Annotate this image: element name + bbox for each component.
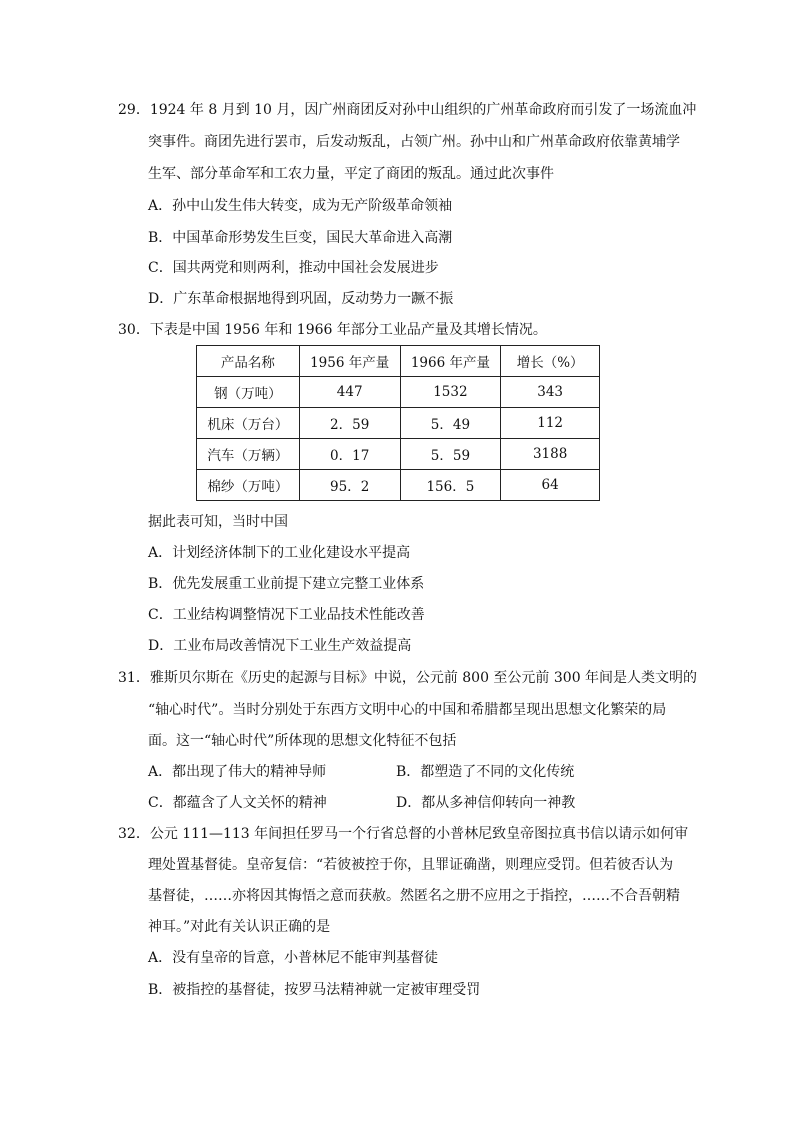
q31-option-b: B．都塑造了不同的文化传统	[396, 764, 575, 780]
q30-stem-after: 据此表可知，当时中国	[148, 514, 288, 530]
table-header-cell: 增长（%）	[501, 346, 600, 377]
q29-option-a: A．孙中山发生伟大转变，成为无产阶级革命领袖	[148, 198, 453, 214]
table-cell: 95．2	[299, 470, 400, 501]
q31-option-c: C．都蕴含了人文关怀的精神	[148, 795, 327, 811]
q29-stem-line2: 突事件。商团先进行罢市，后发动叛乱，占领广州。孙中山和广州革命政府依靠黄埔学	[148, 134, 680, 150]
table-cell: 447	[299, 377, 400, 408]
table-cell: 0．17	[299, 439, 400, 470]
q30-option-d: D．工业布局改善情况下工业生产效益提高	[148, 638, 412, 654]
table-row	[197, 408, 600, 439]
table-row	[197, 439, 600, 470]
table-header-cell: 产品名称	[197, 346, 300, 377]
q31-stem-line3: 面。这一“轴心时代”所体现的思想文化特征不包括	[148, 733, 457, 749]
table-cell: 3188	[501, 439, 600, 470]
q31-option-a: A．都出现了伟大的精神导师	[148, 764, 327, 780]
table-row	[197, 377, 600, 408]
q31-option-d: D．都从多神信仰转向一神教	[396, 795, 576, 811]
table-cell: 343	[501, 377, 600, 408]
table-cell: 64	[501, 470, 600, 501]
table-header-cell: 1966 年产量	[400, 346, 501, 377]
table-cell: 5．59	[400, 439, 501, 470]
q32-stem-line3: 基督徒，……亦将因其悔悟之意而获赦。然匿名之册不应用之于指控，……不合吾朝精	[148, 888, 680, 904]
q32-stem-line4: 神耳。”对此有关认识正确的是	[148, 919, 331, 935]
q29-option-d: D．广东革命根据地得到巩固，反动势力一蹶不振	[148, 291, 454, 307]
table-cell: 汽车（万辆）	[197, 439, 300, 470]
q31-stem-line1: 31．雅斯贝尔斯在《历史的起源与目标》中说，公元前 800 至公元前 300 年间是人类文明的	[118, 670, 698, 686]
q29-stem-line1: 29．1924 年 8 月到 10 月，因广州商团反对孙中山组织的广州革命政府而引发了一场流血冲	[118, 102, 697, 118]
table-cell: 棉纱（万吨）	[197, 470, 300, 501]
q30-option-a: A．计划经济体制下的工业化建设水平提高	[148, 545, 411, 561]
table-cell: 机床（万台）	[197, 408, 300, 439]
table-cell: 2．59	[299, 408, 400, 439]
q31-stem-line2: “轴心时代”。当时分别处于东西方文明中心的中国和希腊都呈现出思想文化繁荣的局	[148, 702, 667, 718]
q32-stem-line1: 32．公元 111—113 年间担任罗马一个行省总督的小普林尼致皇帝图拉真书信以请示如何审	[118, 826, 689, 842]
q30-option-b: B．优先发展重工业前提下建立完整工业体系	[148, 576, 425, 592]
q29-option-c: C．国共两党和则两利，推动中国社会发展进步	[148, 260, 439, 276]
table-cell: 钢（万吨）	[197, 377, 300, 408]
q32-option-a: A．没有皇帝的旨意，小普林尼不能审判基督徒	[148, 950, 439, 966]
q32-option-b: B．被指控的基督徒，按罗马法精神就一定被审理受罚	[148, 982, 481, 998]
table-header-cell: 1956 年产量	[299, 346, 400, 377]
table-cell: 1532	[400, 377, 501, 408]
q32-stem-line2: 理处置基督徒。皇帝复信：“若彼被控于你，且罪证确凿，则理应受罚。但若彼否认为	[148, 857, 674, 873]
q30-option-c: C．工业结构调整情况下工业品技术性能改善	[148, 607, 425, 623]
table-header-row	[197, 346, 600, 377]
table-row	[197, 470, 600, 501]
q29-option-b: B．中国革命形势发生巨变，国民大革命进入高潮	[148, 230, 453, 246]
table-cell: 5．49	[400, 408, 501, 439]
q30-stem-line1: 30．下表是中国 1956 年和 1966 年部分工业品产量及其增长情况。	[118, 322, 547, 338]
table-cell: 156．5	[400, 470, 501, 501]
table-cell: 112	[501, 408, 600, 439]
q29-stem-line3: 生军、部分革命军和工农力量，平定了商团的叛乱。通过此次事件	[148, 166, 554, 182]
production-table	[196, 345, 600, 501]
